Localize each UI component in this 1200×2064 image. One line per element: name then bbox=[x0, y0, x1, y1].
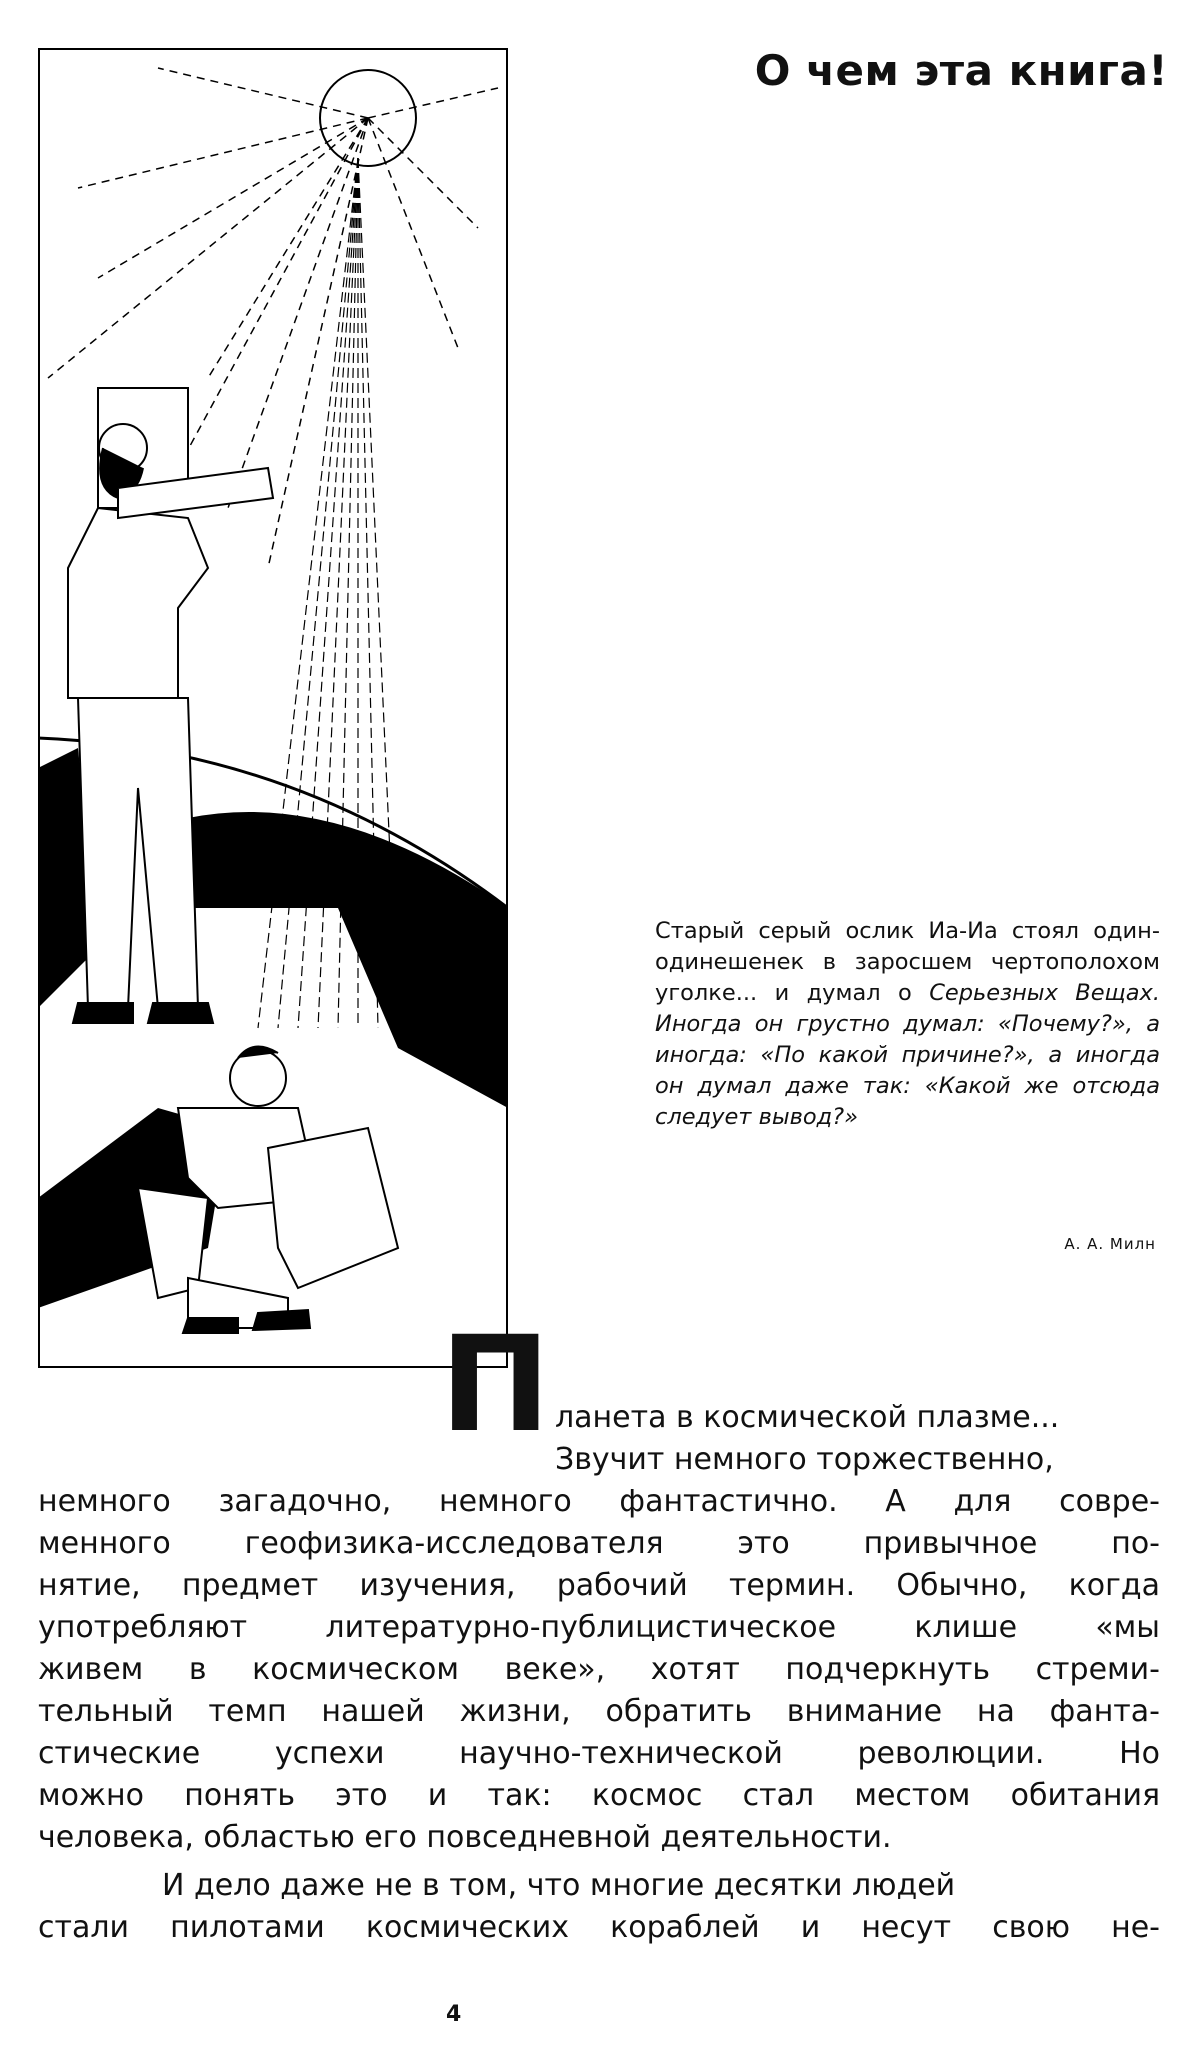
body-line: можно понять это и так: космос стал местом обитания bbox=[38, 1778, 1160, 1813]
page-number: 4 bbox=[446, 2002, 462, 2027]
body-line: человека, областью его повседневной деятельности. bbox=[38, 1820, 892, 1855]
epigraph-author: А. А. Милн bbox=[1064, 1235, 1156, 1253]
body-line: стические успехи научно-технической революции. Но bbox=[38, 1736, 1160, 1771]
body-line: менного геофизика-исследователя это привычное по- bbox=[38, 1526, 1160, 1561]
body-line: Звучит немного торжественно, bbox=[555, 1442, 1054, 1477]
body-line: немного загадочно, немного фантастично. А для совре- bbox=[38, 1484, 1160, 1519]
body-line: стали пилотами космических кораблей и несут свою не- bbox=[38, 1910, 1160, 1945]
body-line: ланета в космической плазме... bbox=[555, 1400, 1060, 1435]
body-line: употребляют литературно-публицистическое клише «мы bbox=[38, 1610, 1160, 1645]
epigraph-text-italic: Серьезных Вещах. Иногда он грустно думал: «Почему?», а иногда: «По какой причине?», а иногда он думал даже так: «Какой же отсюда следует вывод?» bbox=[655, 980, 1161, 1130]
body-line: живем в космическом веке», хотят подчеркнуть стреми- bbox=[38, 1652, 1160, 1687]
page-title: О чем эта книга! bbox=[754, 46, 1168, 95]
body-line: нятие, предмет изучения, рабочий термин. Обычно, когда bbox=[38, 1568, 1160, 1603]
illustration bbox=[38, 48, 508, 1368]
body-line: И дело даже не в том, что многие десятки людей bbox=[162, 1868, 956, 1903]
epigraph bbox=[655, 916, 1160, 1133]
drop-cap: П bbox=[440, 1308, 551, 1462]
body-line: тельный темп нашей жизни, обратить внимание на фанта- bbox=[38, 1694, 1160, 1729]
epigraph-text: Старый серый ослик Иа-Иа стоял один-одинешенек в заросшем чертополохом уголке... и думал о bbox=[655, 918, 1160, 1006]
